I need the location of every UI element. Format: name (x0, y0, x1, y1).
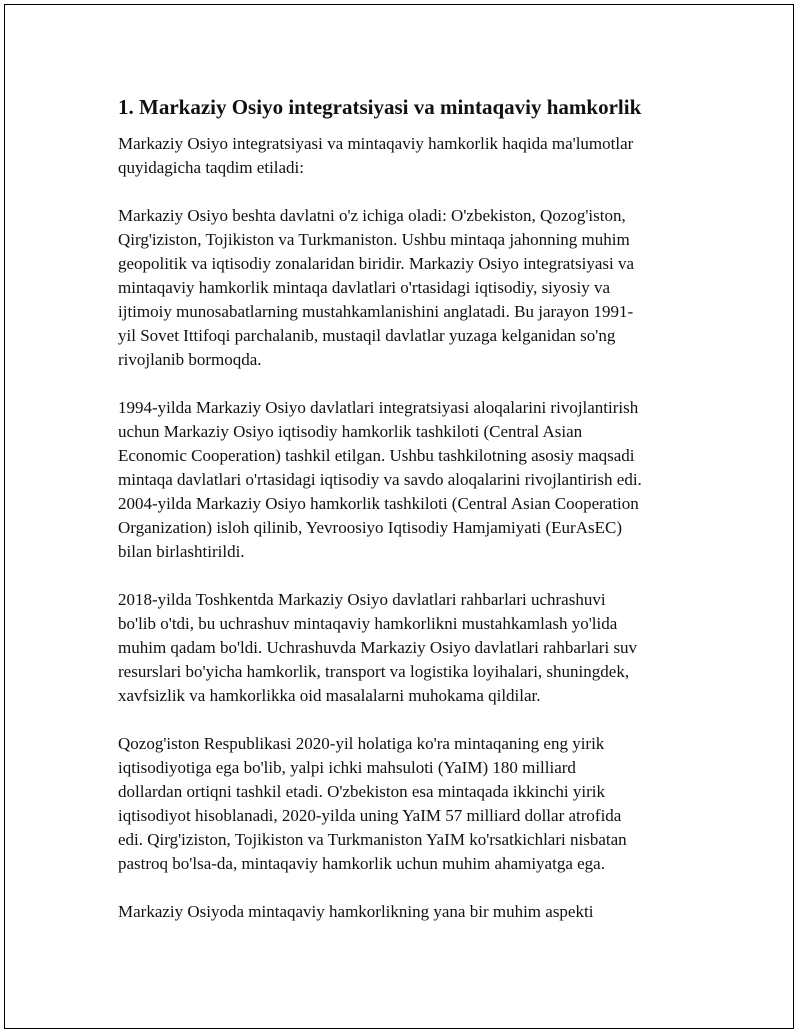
paragraph (118, 204, 688, 372)
text-line: rivojlanib bormoqda. (118, 350, 262, 369)
text-line: 2018-yilda Toshkentda Markaziy Osiyo davlatlari rahbarlari uchrashuvi (118, 590, 606, 609)
text-line: resurslari bo'yicha hamkorlik, transport va logistika loyihalari, shuningdek, (118, 662, 630, 681)
text-line: Markaziy Osiyo integratsiyasi va mintaqaviy hamkorlik haqida ma'lumotlar (118, 134, 634, 153)
text-line: Economic Cooperation) tashkil etilgan. Ushbu tashkilotning asosiy maqsadi (118, 446, 635, 465)
text-line: dollardan ortiqni tashkil etadi. O'zbekiston esa mintaqada ikkinchi yirik (118, 782, 605, 801)
text-line: yil Sovet Ittifoqi parchalanib, mustaqil davlatlar yuzaga kelganidan so'ng (118, 326, 616, 345)
text-line: quyidagicha taqdim etiladi: (118, 158, 305, 177)
text-line: Qozog'iston Respublikasi 2020-yil holatiga ko'ra mintaqaning eng yirik (118, 734, 605, 753)
paragraph (118, 396, 688, 564)
paragraph (118, 588, 688, 708)
text-line: xavfsizlik va hamkorlikka oid masalalarni muhokama qildilar. (118, 686, 541, 705)
text-line: uchun Markaziy Osiyo iqtisodiy hamkorlik tashkiloti (Central Asian (118, 422, 583, 441)
text-line: ijtimoiy munosabatlarning mustahkamlanishini anglatadi. Bu jarayon 1991- (118, 302, 634, 321)
text-line: 2004-yilda Markaziy Osiyo hamkorlik tashkiloti (Central Asian Cooperation (118, 494, 639, 513)
text-line: 1994-yilda Markaziy Osiyo davlatlari integratsiyasi aloqalarini rivojlantirish (118, 398, 639, 417)
document-content (118, 94, 688, 948)
text-line: pastroq bo'lsa-da, mintaqaviy hamkorlik uchun muhim ahamiyatga ega. (118, 854, 605, 873)
paragraph (118, 900, 688, 924)
text-line: iqtisodiyot hisoblanadi, 2020-yilda uning YaIM 57 milliard dollar atrofida (118, 806, 622, 825)
paragraph (118, 132, 688, 180)
text-line: Qirg'iziston, Tojikiston va Turkmaniston. Ushbu mintaqa jahonning muhim (118, 230, 630, 249)
section-heading: 1. Markaziy Osiyo integratsiyasi va mintaqaviy hamkorlik (118, 95, 642, 119)
text-line: edi. Qirg'iziston, Tojikiston va Turkmaniston YaIM ko'rsatkichlari nisbatan (118, 830, 627, 849)
paragraph-list (118, 132, 688, 924)
text-line: geopolitik va iqtisodiy zonalaridan biridir. Markaziy Osiyo integratsiyasi va (118, 254, 635, 273)
text-line: iqtisodiyotiga ega bo'lib, yalpi ichki mahsuloti (YaIM) 180 milliard (118, 758, 576, 777)
text-line: muhim qadam bo'ldi. Uchrashuvda Markaziy Osiyo davlatlari rahbarlari suv (118, 638, 638, 657)
text-line: mintaqaviy hamkorlik mintaqa davlatlari o'rtasidagi iqtisodiy, siyosiy va (118, 278, 611, 297)
text-line: Markaziy Osiyoda mintaqaviy hamkorlikning yana bir muhim aspekti (118, 902, 594, 921)
text-line: Markaziy Osiyo beshta davlatni o'z ichiga oladi: O'zbekiston, Qozog'iston, (118, 206, 626, 225)
text-line: mintaqa davlatlari o'rtasidagi iqtisodiy va savdo aloqalarini rivojlantirish edi. (118, 470, 642, 489)
text-line: bo'lib o'tdi, bu uchrashuv mintaqaviy hamkorlikni mustahkamlash yo'lida (118, 614, 618, 633)
text-line: Organization) isloh qilinib, Yevroosiyo Iqtisodiy Hamjamiyati (EurAsEC) (118, 518, 622, 537)
text-line: bilan birlashtirildi. (118, 542, 245, 561)
paragraph (118, 732, 688, 876)
